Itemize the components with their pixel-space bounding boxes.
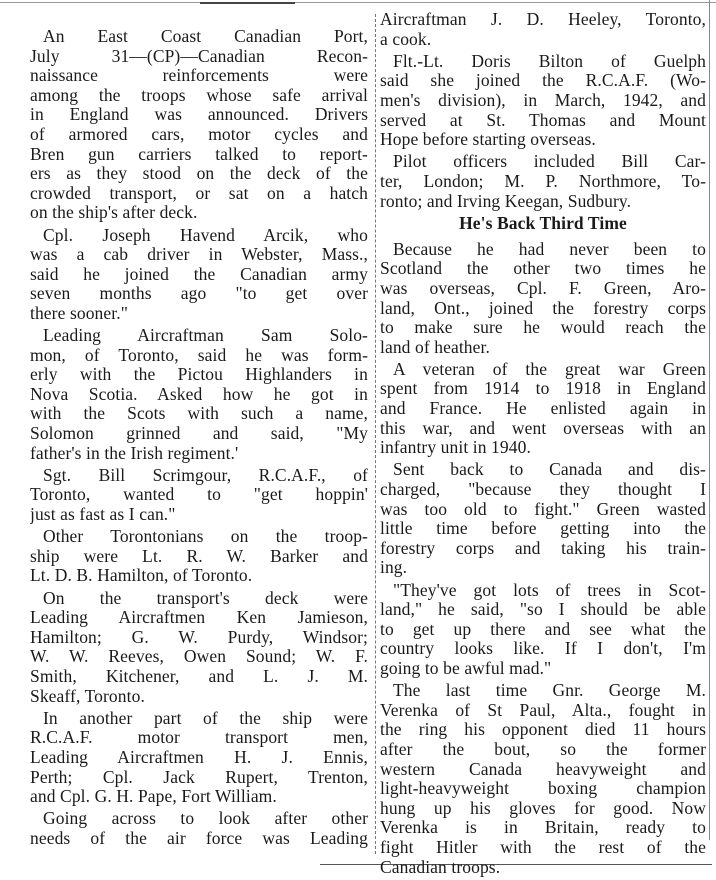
text-line: Leading Aircraftmen Ken Jamieson,	[30, 608, 368, 628]
text-line: "They've got lots of trees in Scot-	[393, 580, 706, 600]
text-line: Flt.-Lt. Doris Bilton of Guelph	[393, 51, 706, 71]
text-line: Cpl. Joseph Havend Arcik, who	[43, 225, 368, 245]
paragraph	[30, 589, 368, 707]
paragraph	[30, 527, 368, 586]
text-line: said he joined the Canadian army	[30, 264, 368, 284]
text-line: was overseas, Cpl. F. Green, Aro-	[380, 278, 706, 298]
text-line: infantry unit in 1940.	[380, 438, 531, 458]
text-line: land of heather.	[380, 337, 490, 357]
text-line: ronto; and Irving Keegan, Sudbury.	[380, 191, 632, 211]
text-line: Smith, Kitchener, and L. J. M.	[30, 666, 368, 686]
text-line: Verenka of St Paul, Alta., fought in	[380, 700, 706, 720]
text-line: ship were Lt. R. W. Barker and	[30, 546, 368, 566]
paragraph	[380, 460, 706, 578]
text-line: light-heavyweight boxing champion	[380, 779, 706, 799]
text-line: erly with the Pictou Highlanders in	[30, 365, 368, 385]
text-line: W. W. Reeves, Owen Sound; W. F.	[30, 647, 368, 667]
paragraph	[380, 52, 706, 150]
text-line: ers as they stood on the deck of the	[30, 164, 368, 184]
text-line: this war, and went overseas with an	[380, 418, 706, 438]
text-line: forestry corps and taking his train-	[380, 538, 706, 558]
paragraph	[30, 709, 368, 807]
text-line: A veteran of the great war Green	[393, 359, 706, 379]
text-line: Sent back to Canada and dis-	[393, 460, 706, 480]
text-line: of armored cars, motor cycles and	[30, 124, 368, 144]
text-line: hung up his gloves for good. Now	[380, 798, 706, 818]
text-line: after the bout, so the former	[380, 739, 706, 759]
subheading: He's Back Third Time	[459, 213, 627, 234]
paragraph	[380, 681, 706, 877]
text-line: country looks like. If I don't, I'm	[380, 639, 706, 659]
top-rule-mark	[200, 2, 295, 4]
text-line: Nova Scotia. Asked how he got in	[30, 384, 368, 404]
text-line: Aircraftman J. D. Heeley, Toronto,	[380, 10, 706, 29]
text-line: on the ship's after deck.	[30, 203, 198, 223]
text-line: Hope before starting overseas.	[380, 130, 596, 150]
text-line: crowded transport, or sat on a hatch	[30, 183, 368, 203]
text-line: needs of the air force was Leading	[30, 828, 368, 848]
paragraph	[30, 466, 368, 525]
text-line: and Cpl. G. H. Pape, Fort William.	[30, 787, 277, 807]
text-line: July 31—(CP)—Canadian Recon-	[30, 46, 368, 66]
paragraph	[380, 10, 706, 49]
column-divider	[375, 14, 376, 854]
text-line: Hamilton; G. W. Purdy, Windsor;	[30, 627, 368, 647]
paragraph	[380, 360, 706, 458]
paragraph	[30, 809, 368, 848]
text-line: spent from 1914 to 1918 in England	[380, 379, 706, 399]
paragraph	[30, 226, 368, 324]
text-line: the ring his opponent died 11 hours	[380, 720, 706, 740]
text-line: Pilot officers included Bill Car-	[393, 152, 706, 172]
text-line: going to be awful mad."	[380, 658, 552, 678]
text-line: Going across to look after other	[43, 809, 368, 829]
text-line: mon, of Toronto, said he was form-	[30, 345, 368, 365]
text-line: Other Torontonians on the troop-	[43, 527, 368, 547]
text-line: charged, "because they thought I	[380, 480, 706, 500]
text-line: with the Scots with such a name,	[30, 404, 368, 424]
paragraph	[30, 27, 368, 223]
text-line: Because he had never been to	[393, 239, 706, 259]
text-line: just as fast as I can."	[30, 505, 176, 525]
text-line: and France. He enlisted again in	[380, 399, 706, 419]
text-line: Sgt. Bill Scrimgour, R.C.A.F., of	[43, 465, 368, 485]
text-line: western Canada heavyweight and	[380, 759, 706, 779]
text-line: land, Ont., joined the forestry corps	[380, 298, 706, 318]
text-line: ing.	[380, 558, 408, 578]
text-line: Leading Aircraftman Sam Solo-	[43, 326, 368, 346]
text-line: Toronto, wanted to "get hoppin'	[30, 485, 368, 505]
text-line: was a cab driver in Webster, Mass.,	[30, 245, 368, 265]
text-line: Skeaff, Toronto.	[30, 686, 145, 706]
text-line: little time before getting into the	[380, 519, 706, 539]
top-rule	[0, 2, 716, 3]
text-line: An East Coast Canadian Port,	[43, 27, 368, 46]
text-line: The last time Gnr. George M.	[393, 681, 706, 701]
text-line: Perth; Cpl. Jack Rupert, Trenton,	[30, 767, 368, 787]
text-line: Verenka is in Britain, ready to	[380, 818, 706, 838]
text-line: Canadian troops.	[380, 857, 501, 877]
text-line: land," he said, "so I should be able	[380, 600, 706, 620]
text-line: in England was announced. Drivers	[30, 105, 368, 125]
text-line: Solomon grinned and said, "My	[30, 424, 368, 444]
text-line: a cook.	[380, 29, 432, 49]
clipping-edge	[709, 0, 710, 840]
article-column-left	[30, 27, 368, 851]
text-line: In another part of the ship were	[43, 708, 368, 728]
text-line: to get up there and see what the	[380, 619, 706, 639]
text-line: was too old to fight." Green wasted	[380, 499, 706, 519]
text-line: fight Hitler with the rest of the	[380, 837, 706, 857]
text-line: ter, London; M. P. Northmore, To-	[380, 171, 706, 191]
paragraph	[380, 581, 706, 679]
text-line: seven months ago "to get over	[30, 284, 368, 304]
text-line: there sooner."	[30, 303, 128, 323]
text-line: naissance reinforcements were	[30, 66, 368, 86]
text-line: men's division), in March, 1942, and	[380, 90, 706, 110]
text-line: Bren gun carriers talked to report-	[30, 144, 368, 164]
paragraph	[380, 152, 706, 211]
text-line: to make sure he would reach the	[380, 318, 706, 338]
text-line: father's in the Irish regiment.'	[30, 443, 239, 463]
paragraph	[30, 326, 368, 463]
text-line: On the transport's deck were	[43, 588, 368, 608]
text-line: Lt. D. B. Hamilton, of Toronto.	[30, 566, 253, 586]
paragraph	[380, 240, 706, 358]
text-line: said she joined the R.C.A.F. (Wo-	[380, 71, 706, 91]
text-line: served at St. Thomas and Mount	[380, 110, 706, 130]
text-line: Leading Aircraftmen H. J. Ennis,	[30, 747, 368, 767]
article-column-right	[380, 10, 706, 880]
text-line: Scotland the other two times he	[380, 259, 706, 279]
text-line: R.C.A.F. motor transport men,	[30, 728, 368, 748]
text-line: among the troops whose safe arrival	[30, 85, 368, 105]
